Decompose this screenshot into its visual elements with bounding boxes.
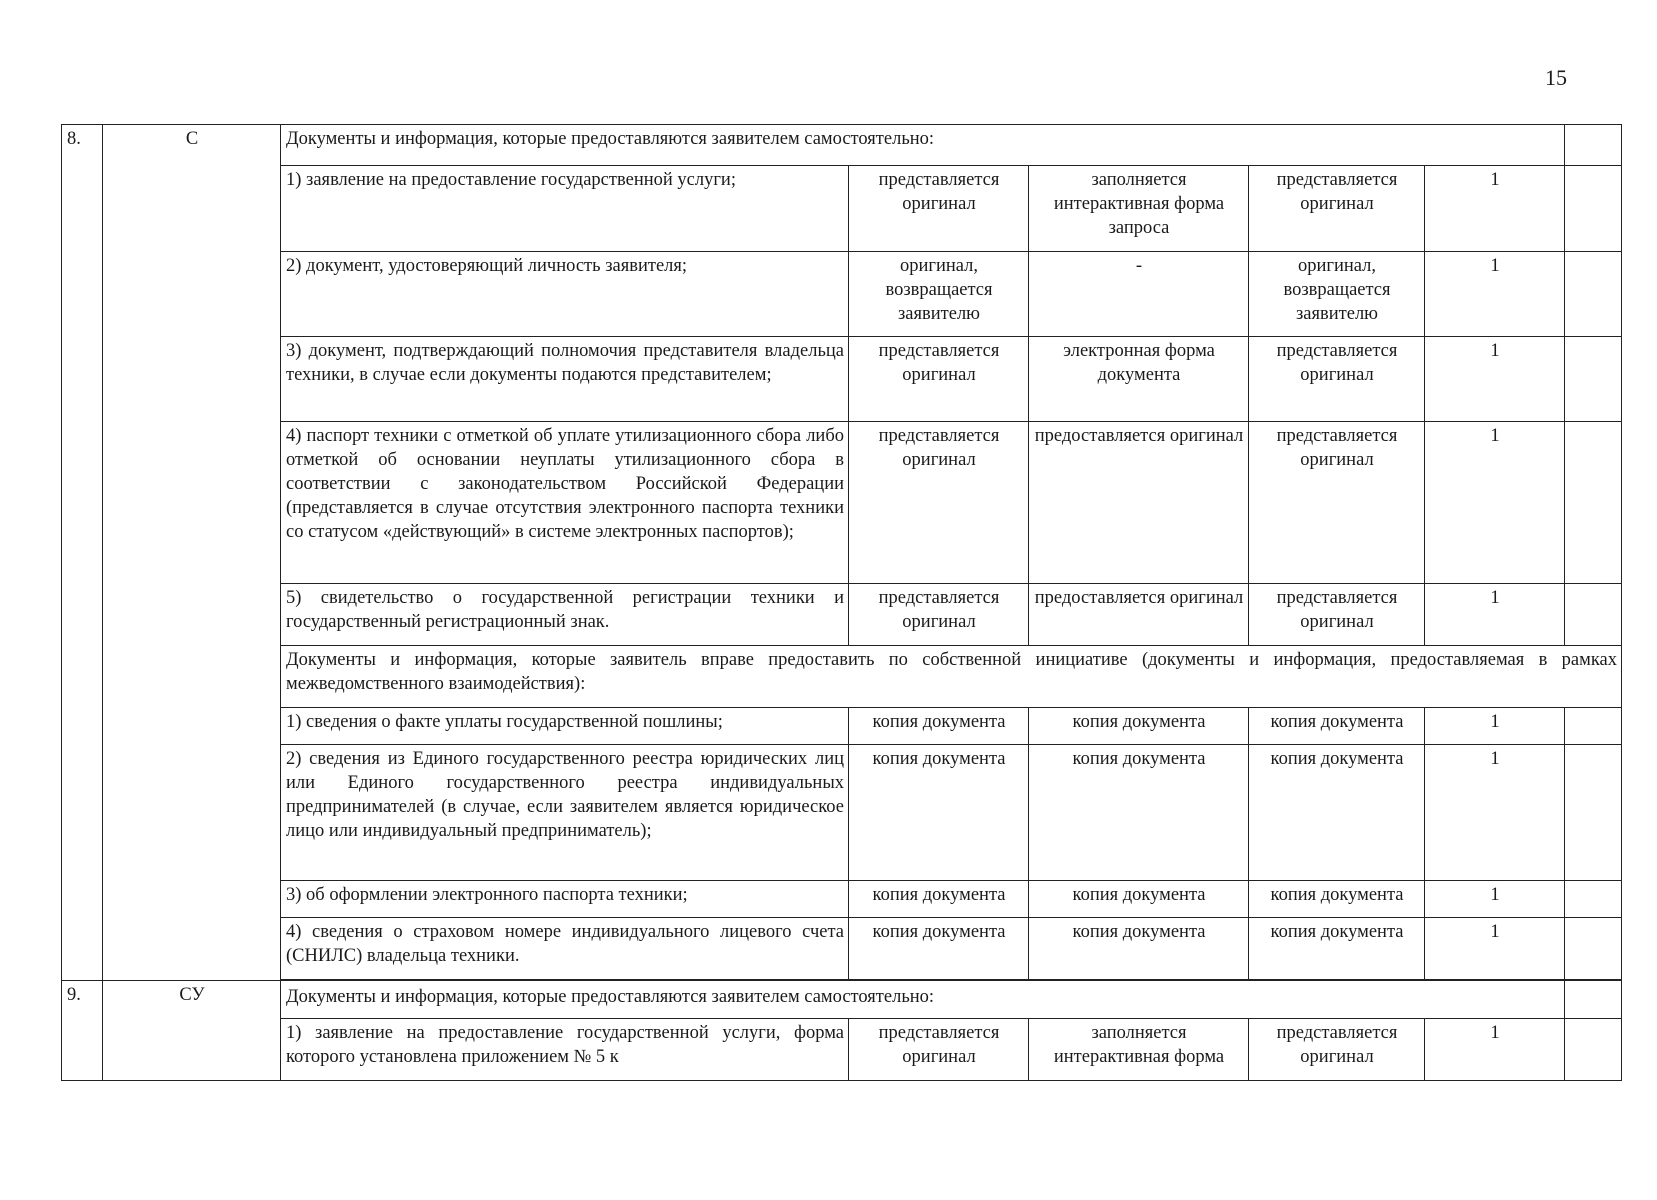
table-row — [62, 646, 1622, 708]
document-in-person: копия документа — [849, 918, 1029, 980]
document-mfc: представляется оригинал — [1249, 337, 1425, 422]
document-name: 3) об оформлении электронного паспорта техники; — [281, 881, 849, 918]
document-online: - — [1029, 252, 1249, 337]
document-name: 1) заявление на предоставление государственной услуги; — [281, 166, 849, 252]
page-number: 15 — [1545, 65, 1567, 90]
document-name: 4) паспорт техники с отметкой об уплате утилизационного сбора либо отметкой об основании неуплаты утилизационного сбора в соответствии с законодательством Российской Федерации (представляется в случае отсутствия электронного паспорта техники со статусом «действующий» в системе электронных паспортов); — [281, 422, 849, 584]
document-online: копия документа — [1029, 708, 1249, 745]
section-heading: Документы и информация, которые предоставляются заявителем самостоятельно: — [281, 125, 1565, 166]
document-in-person: представляется оригинал — [849, 1019, 1029, 1081]
document-name: 2) документ, удостоверяющий личность заявителя; — [281, 252, 849, 337]
document-online: заполняется интерактивная форма — [1029, 1019, 1249, 1081]
document-online: копия документа — [1029, 918, 1249, 980]
table-row — [62, 422, 1622, 584]
document-mfc: представляется оригинал — [1249, 422, 1425, 584]
table-row — [62, 708, 1622, 745]
document-in-person: копия документа — [849, 745, 1029, 881]
document-count: 1 — [1425, 166, 1565, 252]
document-online: копия документа — [1029, 881, 1249, 918]
document-count: 1 — [1425, 918, 1565, 980]
document-mfc: копия документа — [1249, 708, 1425, 745]
row-number: 9. — [62, 981, 103, 1081]
document-online: копия документа — [1029, 745, 1249, 881]
document-name: 3) документ, подтверждающий полномочия представителя владельца техники, в случае если документы подаются представителем; — [281, 337, 849, 422]
table-row — [62, 745, 1622, 881]
document-in-person: представляется оригинал — [849, 422, 1029, 584]
document-count: 1 — [1425, 708, 1565, 745]
table-row — [62, 125, 1622, 166]
table-row — [62, 252, 1622, 337]
document-mfc: копия документа — [1249, 918, 1425, 980]
table-row — [62, 584, 1622, 646]
document-name: 1) заявление на предоставление государственной услуги, форма которого установлена приложением № 5 к — [281, 1019, 849, 1081]
document-in-person: представляется оригинал — [849, 166, 1029, 252]
document-in-person: оригинал, возвращается заявителю — [849, 252, 1029, 337]
document-mfc: представляется оригинал — [1249, 1019, 1425, 1081]
document-online: предоставляется оригинал — [1029, 584, 1249, 646]
document-name: 1) сведения о факте уплаты государственной пошлины; — [281, 708, 849, 745]
applicant-category-code: С — [103, 125, 281, 981]
document-count: 1 — [1425, 881, 1565, 918]
document-online: предоставляется оригинал — [1029, 422, 1249, 584]
document-name: 2) сведения из Единого государственного реестра юридических лиц или Единого государственного реестра индивидуальных предпринимателей (в случае, если заявителем является юридическое лицо или индивидуальный предприниматель); — [281, 745, 849, 881]
section-heading: Документы и информация, которые предоставляются заявителем самостоятельно: — [281, 981, 1565, 1019]
document-online: электронная форма документа — [1029, 337, 1249, 422]
document-in-person: представляется оригинал — [849, 584, 1029, 646]
documents-table — [61, 124, 1622, 1081]
table-row — [62, 1019, 1622, 1081]
document-in-person: копия документа — [849, 881, 1029, 918]
row-number: 8. — [62, 125, 103, 981]
document-mfc: оригинал, возвращается заявителю — [1249, 252, 1425, 337]
document-count: 1 — [1425, 745, 1565, 881]
document-name: 5) свидетельство о государственной регистрации техники и государственный регистрационный знак. — [281, 584, 849, 646]
document-count: 1 — [1425, 252, 1565, 337]
document-name: 4) сведения о страховом номере индивидуального лицевого счета (СНИЛС) владельца техники. — [281, 918, 849, 980]
table-row — [62, 881, 1622, 918]
table-row — [62, 166, 1622, 252]
section-heading: Документы и информация, которые заявитель вправе предоставить по собственной инициативе (документы и информация, предоставляемая в рамках межведомственного взаимодействия): — [281, 646, 1622, 708]
document-count: 1 — [1425, 1019, 1565, 1081]
document-mfc: представляется оригинал — [1249, 584, 1425, 646]
document-in-person: представляется оригинал — [849, 337, 1029, 422]
document-count: 1 — [1425, 337, 1565, 422]
document-online: заполняется интерактивная форма запроса — [1029, 166, 1249, 252]
document-count: 1 — [1425, 584, 1565, 646]
table-row — [62, 918, 1622, 980]
document-mfc: копия документа — [1249, 745, 1425, 881]
document-in-person: копия документа — [849, 708, 1029, 745]
document-mfc: представляется оригинал — [1249, 166, 1425, 252]
document-mfc: копия документа — [1249, 881, 1425, 918]
document-count: 1 — [1425, 422, 1565, 584]
applicant-category-code: СУ — [103, 981, 281, 1081]
table-row — [62, 981, 1622, 1019]
table-row — [62, 337, 1622, 422]
